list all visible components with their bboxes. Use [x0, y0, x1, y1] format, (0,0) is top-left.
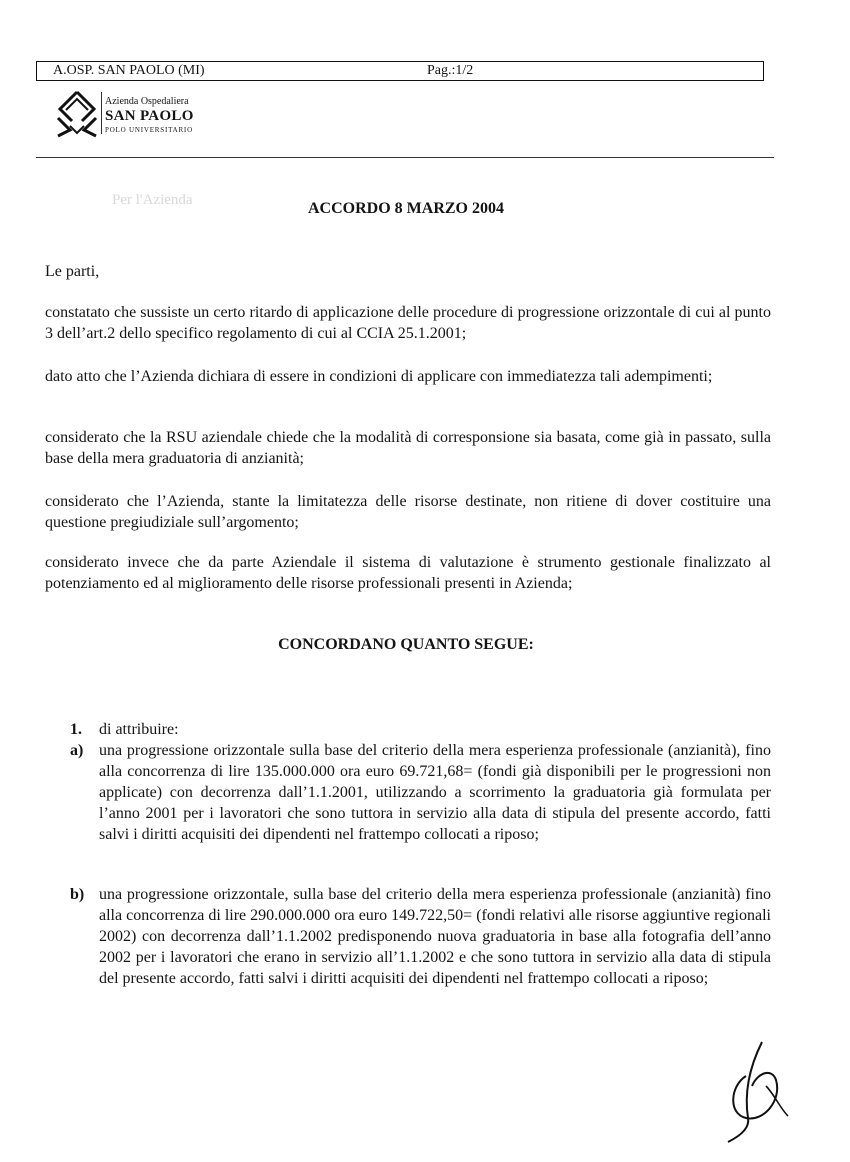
bleed-through: Per l'Azienda	[112, 192, 193, 208]
header-rule	[36, 157, 774, 158]
premise-paragraph: considerato invece che da parte Aziendale il sistema di valutazione è strumento gestionale finalizzato al potenziamento ed al miglioramento delle risorse professionali presenti in Azienda;	[45, 554, 771, 592]
premise-paragraph: constatato che sussiste un certo ritardo di applicazione delle procedure di progressione orizzontale di cui al punto 3 dell’art.2 dello specifico regolamento di cui al CCIA 25.1.2001;	[45, 304, 771, 342]
item-paragraph: una progressione orizzontale, sulla base del criterio della mera esperienza professionale (anzianità) fino alla concorrenza di lire 290.000.000 ora euro 149.722,50= (fondi relativi alle risorse aggiuntive regionali 2002) con decorrenza dall’1.1.2002 predisponendo nuova graduatoria in base alla fotografia dell’anno 2002 per i lavoratori che erano in servizio all’1.1.2002 e che sono tuttora in servizio alla data di stipula del presente accordo, fatti salvi i diritti acquisiti dei dipendenti nel frattempo collocati a riposo;	[99, 886, 771, 987]
handwritten-signature	[710, 1036, 800, 1156]
logo-text-line2: SAN PAOLO	[105, 108, 194, 124]
logo-text-line3: POLO UNIVERSITARIO	[105, 126, 193, 134]
header-page-number: Pag.:1/2	[427, 63, 474, 78]
document-title: ACCORDO 8 MARZO 2004	[308, 200, 504, 217]
header-org: A.OSP. SAN PAOLO (MI)	[53, 63, 205, 78]
logo-mark-icon	[52, 88, 102, 138]
item-label: b)	[70, 886, 85, 903]
logo-divider	[101, 92, 102, 134]
point-text: di attribuire:	[99, 721, 179, 738]
point-number: 1.	[70, 721, 82, 738]
header-box	[36, 61, 764, 81]
premise-paragraph: dato atto che l’Azienda dichiara di essere in condizioni di applicare con immediatezza tali adempimenti;	[45, 368, 713, 385]
opening-line: Le parti,	[45, 263, 100, 280]
logo-text-line1: Azienda Ospedaliera	[105, 96, 189, 107]
premise-paragraph: considerato che la RSU aziendale chiede che la modalità di corresponsione sia basata, come già in passato, sulla base della mera graduatoria di anzianità;	[45, 429, 771, 467]
premise-paragraph: considerato che l’Azienda, stante la limitatezza delle risorse destinate, non ritiene di dover costituire una questione pregiudiziale sull’argomento;	[45, 493, 771, 531]
hospital-logo	[48, 86, 248, 146]
item-label: a)	[70, 742, 84, 759]
section-heading: CONCORDANO QUANTO SEGUE:	[278, 636, 534, 653]
item-paragraph: una progressione orizzontale sulla base del criterio della mera esperienza professionale (anzianità), fino alla concorrenza di lire 135.000.000 ora euro 69.721,68= (fondi già disponibili per le progressioni non applicate) con decorrenza dall’1.1.2001, utilizzando a scorrimento la graduatoria già formulata per l’anno 2001 per i lavoratori che sono tuttora in servizio alla data di stipula del presente accordo, fatti salvi i diritti acquisiti dei dipendenti nel frattempo collocati a riposo;	[99, 742, 771, 843]
